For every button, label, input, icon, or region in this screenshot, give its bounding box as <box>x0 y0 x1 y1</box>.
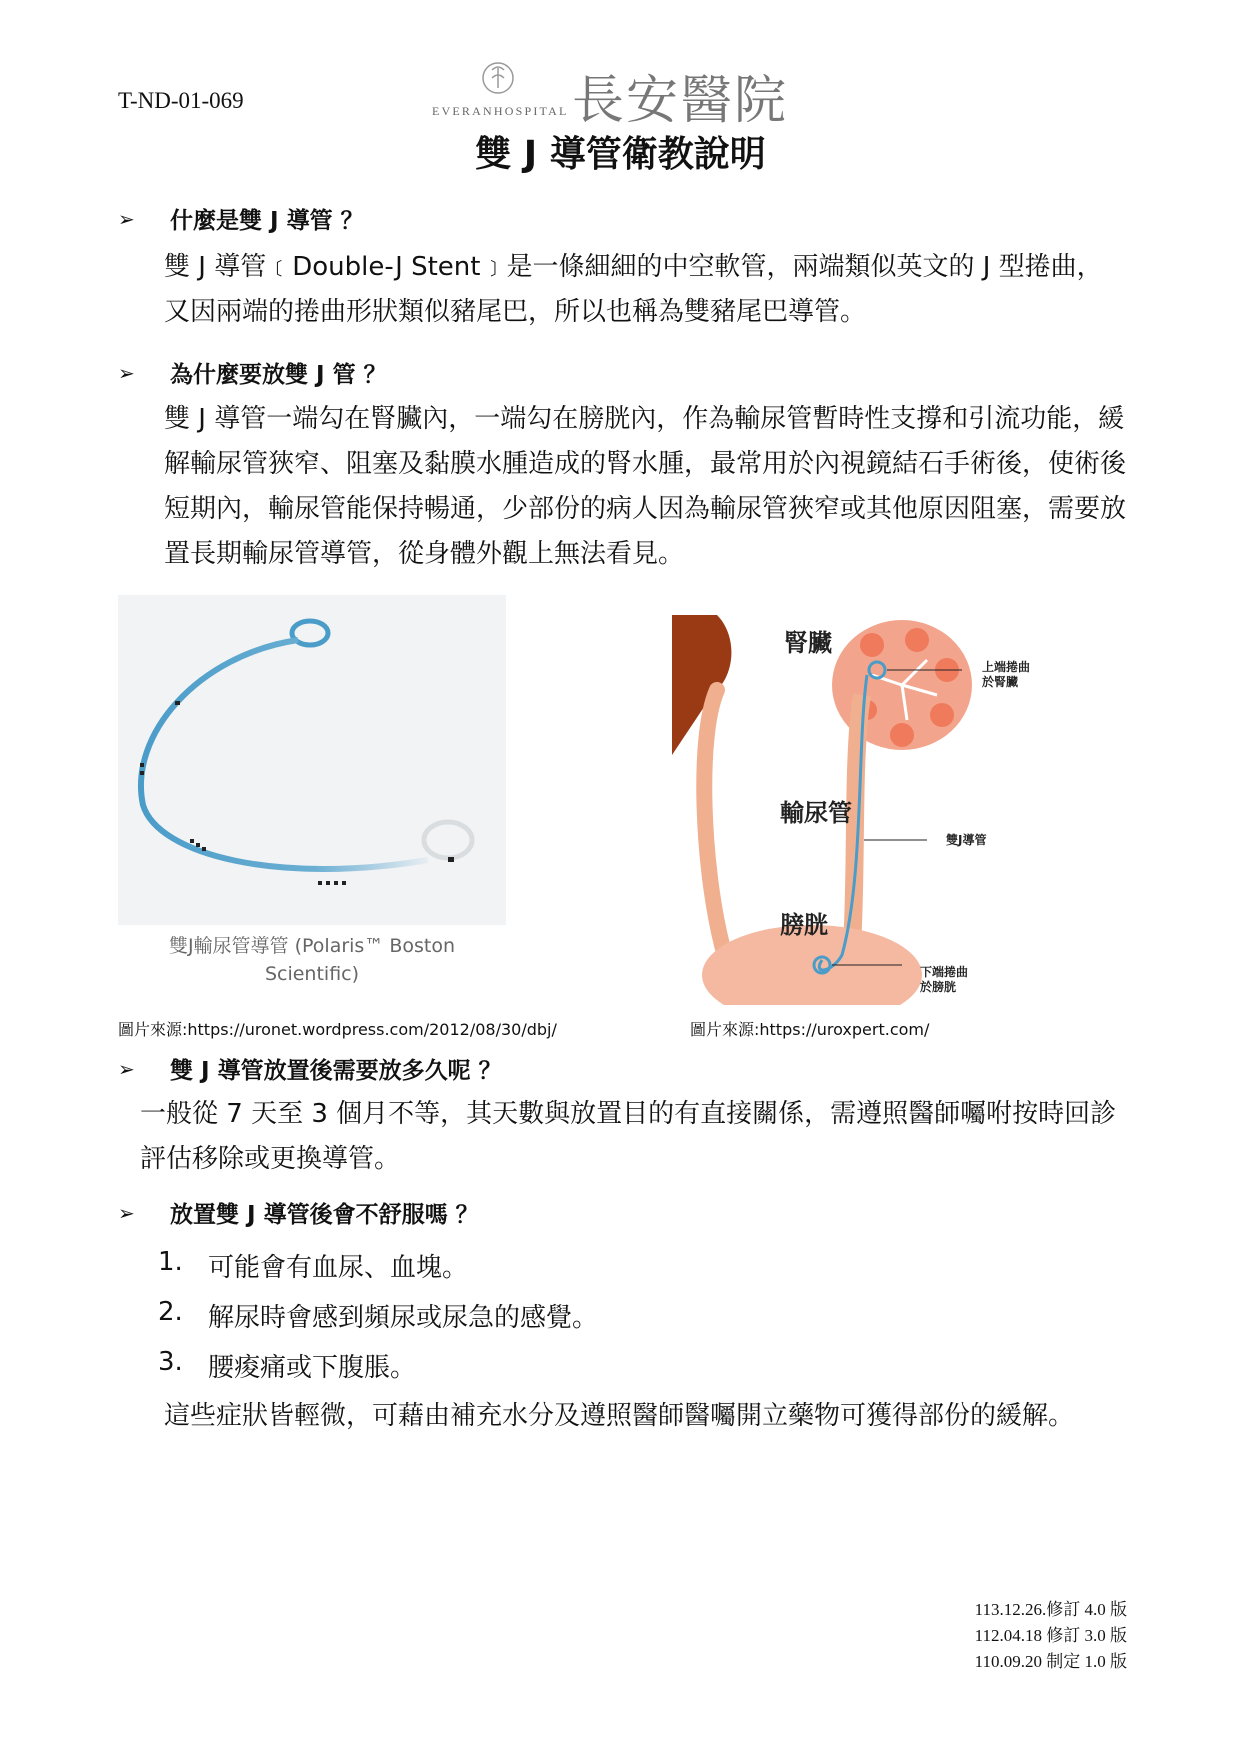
revision-line: 113.12.26.修訂 4.0 版 <box>974 1600 1127 1619</box>
anatomy-diagram <box>672 615 1092 1005</box>
revision-history <box>975 1597 1127 1675</box>
heading-text: 雙 J 導管放置後需要放多久呢 ？ <box>170 1058 502 1084</box>
label-upper-coil <box>982 660 1030 690</box>
arrow-bullet-icon: ➢ <box>118 1056 135 1081</box>
list-number: 3. <box>158 1347 183 1377</box>
section-heading-why <box>118 356 387 389</box>
section-heading-discomfort <box>118 1196 479 1229</box>
section-heading-what <box>118 202 364 235</box>
arrow-bullet-icon: ➢ <box>118 206 135 231</box>
revision-line: 112.04.18 修訂 3.0 版 <box>974 1626 1127 1645</box>
logo-english-name: EVERANHOSPITAL <box>432 104 569 118</box>
caption-line-1: 雙J輸尿管導管 (Polaris™ Boston <box>168 935 456 957</box>
revision-line: 110.09.20 制定 1.0 版 <box>974 1652 1127 1671</box>
upper-coil-line-1: 上端捲曲 <box>982 660 1031 674</box>
caption-line-2: Scientific) <box>264 963 360 985</box>
arrow-bullet-icon: ➢ <box>118 360 135 385</box>
image-source-left: 圖片來源:https://uronet.wordpress.com/2012/08/30/dbj/ <box>118 1020 557 1039</box>
stent-photo <box>118 595 506 925</box>
page-title: 雙 J 導管衛教說明 <box>475 134 766 175</box>
paragraph-text: 一般從 7 天至 3 個月不等，其天數與放置目的有直接關係，需遵照醫師囑咐按時回診評估移除或更換導管。 <box>140 1099 1117 1174</box>
hospital-logo <box>412 52 832 131</box>
list-text: 腰痠痛或下腹脹。 <box>208 1353 417 1383</box>
list-text: 可能會有血尿、血塊。 <box>208 1253 469 1283</box>
label-stent: 雙J導管 <box>946 833 987 847</box>
list-item <box>158 1297 598 1334</box>
list-text: 解尿時會感到頻尿或尿急的感覺。 <box>208 1303 599 1333</box>
arrow-bullet-icon: ➢ <box>118 1200 135 1225</box>
label-bladder: 膀胱 <box>780 911 828 939</box>
paragraph-what <box>118 245 1128 335</box>
list-item <box>158 1347 416 1384</box>
logo-chinese-name: 長安醫院 <box>572 71 789 131</box>
lower-coil-line-2: 於膀胱 <box>920 980 957 994</box>
stent-illustration <box>118 595 506 925</box>
list-number: 2. <box>158 1297 183 1327</box>
paragraph-why <box>118 397 1128 577</box>
paragraph-text: 這些症狀皆輕微，可藉由補充水分及遵照醫師醫囑開立藥物可獲得部份的緩解。 <box>164 1401 1075 1431</box>
paragraph-duration <box>118 1092 1128 1182</box>
label-ureter: 輸尿管 <box>780 799 852 827</box>
paragraph-text: 雙 J 導管﹝Double-J Stent﹞是一條細細的中空軟管，兩端類似英文的 J 型捲曲，又因兩端的捲曲形狀類似豬尾巴，所以也稱為雙豬尾巴導管。 <box>164 252 1103 327</box>
stent-photo-caption <box>118 932 506 988</box>
image-source-right: 圖片來源:https://uroxpert.com/ <box>690 1020 930 1039</box>
lower-coil-line-1: 下端捲曲 <box>920 965 969 979</box>
label-lower-coil <box>920 965 968 995</box>
hospital-emblem-icon <box>478 58 518 98</box>
document-code: T-ND-01-069 <box>118 88 244 113</box>
heading-text: 放置雙 J 導管後會不舒服嗎 ？ <box>170 1202 479 1228</box>
paragraph-closing <box>118 1394 1128 1439</box>
list-number: 1. <box>158 1247 183 1277</box>
heading-text: 什麼是雙 J 導管 ？ <box>170 208 364 234</box>
section-heading-duration <box>118 1052 502 1085</box>
label-kidney: 腎臟 <box>784 629 832 657</box>
upper-coil-line-2: 於腎臟 <box>982 675 1019 689</box>
paragraph-text: 雙 J 導管一端勾在腎臟內，一端勾在膀胱內，作為輸尿管暫時性支撐和引流功能，緩解輸尿管狹窄、阻塞及黏膜水腫造成的腎水腫，最常用於內視鏡結石手術後，使術後短期內，輸尿管能保持暢通，少部份的病人因為輸尿管狹窄或其他原因阻塞，需要放置長期輸尿管導管，從身體外觀上無法看見。 <box>164 404 1127 569</box>
list-item <box>158 1247 468 1284</box>
heading-text: 為什麼要放雙 J 管 ？ <box>170 362 387 388</box>
